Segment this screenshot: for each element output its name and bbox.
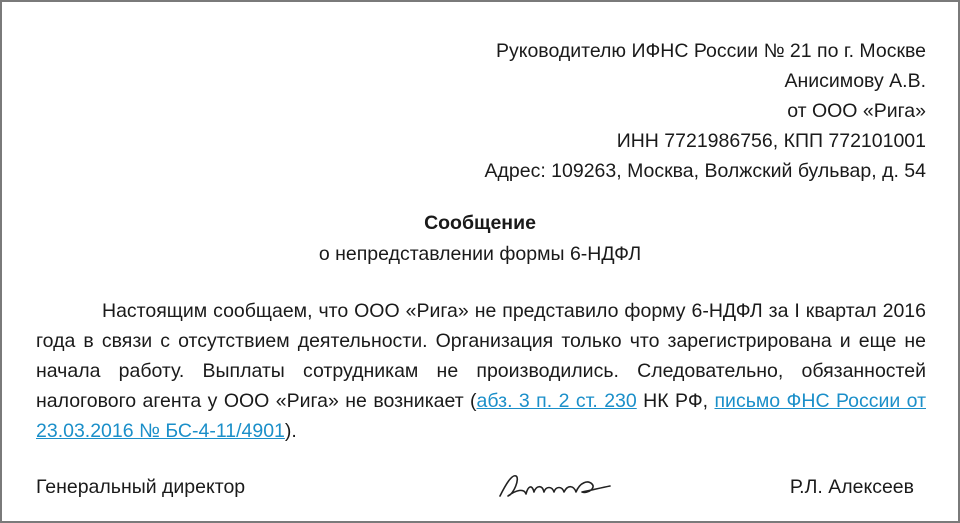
document-title: Сообщение: [424, 212, 536, 234]
addressee-recipient: Руководителю ИФНС России № 21 по г. Москве: [495, 40, 926, 62]
signature-row: [36, 472, 926, 502]
addressee-address: Адрес: 109263, Москва, Волжский бульвар, д. 54: [484, 160, 926, 182]
handwritten-signature: [496, 466, 616, 506]
addressee-from: от ООО «Рига»: [787, 100, 926, 122]
addressee-block: [485, 36, 926, 186]
addressee-inn-kpp: ИНН 7721986756, КПП 772101001: [616, 130, 926, 152]
addressee-name: Анисимову А.В.: [784, 70, 926, 92]
signer-name: Р.Л. Алексеев: [789, 476, 914, 498]
law-article-link[interactable]: абз. 3 п. 2 ст. 230: [476, 390, 637, 412]
signer-position: Генеральный директор: [36, 476, 246, 498]
body-text-end: ).: [284, 420, 297, 442]
document-body: [36, 296, 926, 446]
fns-letter-link[interactable]: письмо ФНС России от 23.03.2016 № БС-4-11/4901: [36, 390, 926, 442]
document-subtitle: о непредставлении формы 6-НДФЛ: [318, 243, 642, 265]
body-text-mid: НК РФ,: [636, 390, 715, 412]
body-paragraph: [36, 296, 926, 446]
body-text-main: Настоящим сообщаем, что ООО «Рига» не представило форму 6-НДФЛ за I квартал 2016 года в связи с отсутствием деятельности. Организация только что зарегистрирована и еще не начала работу. Выплаты сотрудникам не производились. Следовательно, обязанностей налогового агента у ООО «Рига» не возникает (: [36, 300, 926, 412]
